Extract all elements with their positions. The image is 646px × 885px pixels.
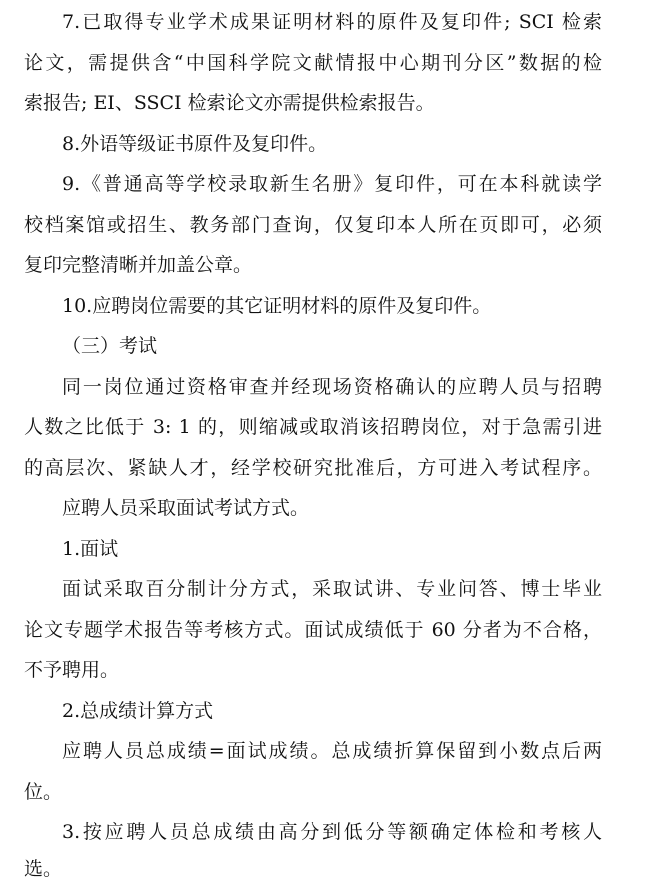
exam-para-line-3: 的高层次、紧缺人才，经学校研究批准后，方可进入考试程序。 — [24, 457, 602, 479]
item-10: 10.应聘岗位需要的其它证明材料的原件及复印件。 — [62, 295, 492, 317]
subheading-interview: 1.面试 — [62, 538, 119, 560]
total-score-line-1: 应聘人员总成绩=面试成绩。总成绩折算保留到小数点后两 — [62, 740, 602, 762]
item-9-line-2: 校档案馆或招生、教务部门查询，仅复印本人所在页即可，必须 — [24, 214, 602, 236]
exam-para-line-2: 人数之比低于 3: 1 的，则缩减或取消该招聘岗位，对于急需引进 — [24, 416, 602, 438]
subheading-total-score: 2.总成绩计算方式 — [62, 700, 214, 722]
item-7-line-2: 论文，需提供含“中国科学院文献情报中心期刊分区”数据的检 — [24, 52, 602, 74]
item-8: 8.外语等级证书原件及复印件。 — [62, 133, 328, 155]
exam-para-line-1: 同一岗位通过资格审查并经现场资格确认的应聘人员与招聘 — [62, 376, 602, 398]
item-7-line-1: 7.已取得专业学术成果证明材料的原件及复印件; SCI 检索 — [62, 11, 602, 33]
interview-line-2: 论文专题学术报告等考核方式。面试成绩低于 60 分者为不合格， — [24, 619, 602, 641]
total-score-line-2: 位。 — [24, 781, 63, 803]
item-3-line-1: 3.按应聘人员总成绩由高分到低分等额确定体检和考核人 — [62, 821, 602, 843]
item-3-line-2: 选。 — [24, 858, 63, 880]
interview-line-1: 面试采取百分制计分方式，采取试讲、专业问答、博士毕业 — [62, 578, 602, 600]
interview-line-3: 不予聘用。 — [24, 659, 120, 681]
item-9-line-3: 复印完整清晰并加盖公章。 — [24, 254, 253, 276]
section-heading-exam: （三）考试 — [62, 335, 158, 357]
exam-method: 应聘人员采取面试考试方式。 — [62, 497, 310, 519]
item-7-line-3: 索报告; EI、SSCI 检索论文亦需提供检索报告。 — [24, 92, 435, 114]
item-9-line-1: 9.《普通高等学校录取新生名册》复印件，可在本科就读学 — [62, 173, 602, 195]
